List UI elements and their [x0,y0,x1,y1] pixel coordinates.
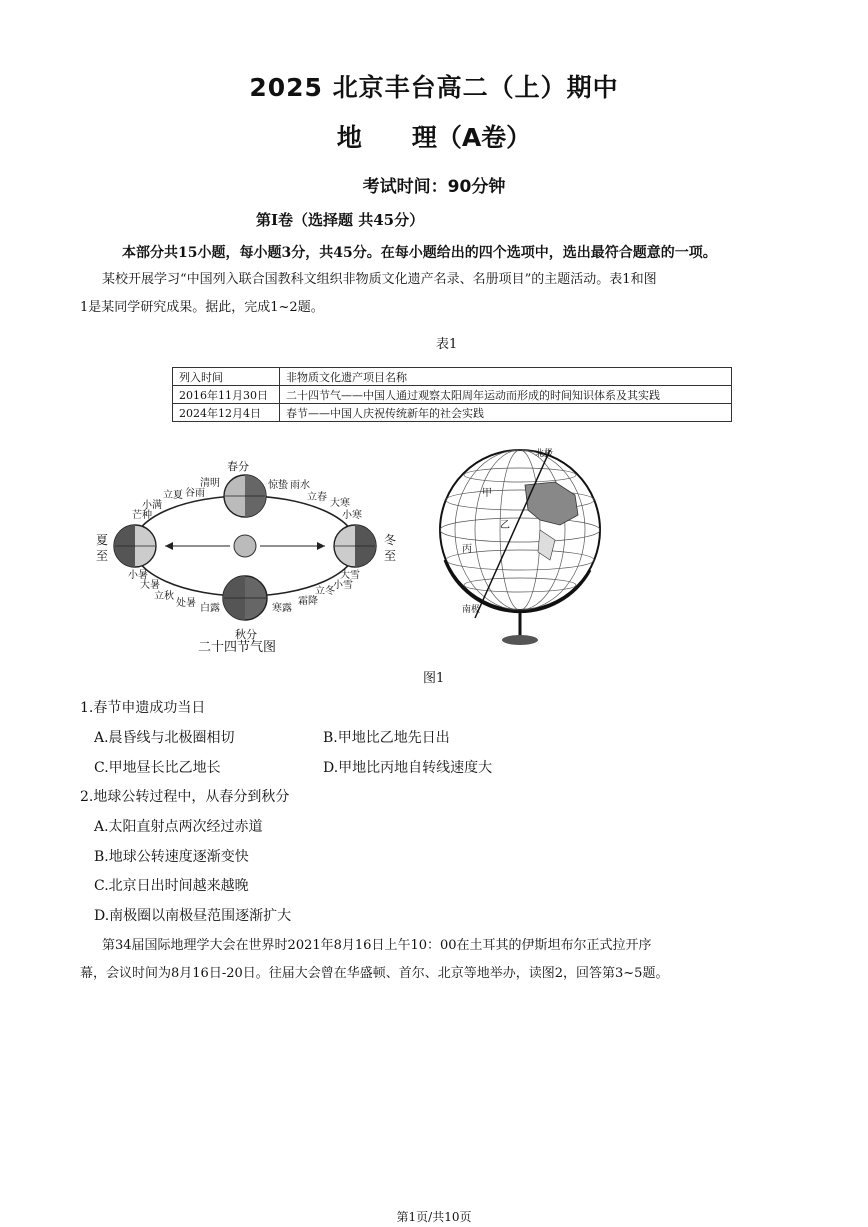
intro-line: 1是某同学研究成果。据此，完成1~2题。 [80,300,324,315]
term-label: 春分 [227,460,249,473]
term-label: 大寒 [330,498,350,509]
figure-caption: 图1 [423,671,445,686]
question-stem: 2.地球公转过程中，从春分到秋分 [80,789,290,805]
globe-figure [430,440,610,655]
term-label: 小寒 [342,510,362,521]
term-label: 霜降 [298,596,318,607]
table-cell: 春节——中国人庆祝传统新年的社会实践 [280,404,732,422]
table-row [173,404,732,422]
term-label: 大暑 [140,580,160,591]
table-cell: 2016年11月30日 [173,386,280,404]
term-label: 谷雨 [185,488,205,499]
option-d[interactable]: D.甲地比丙地自转线速度大 [323,760,493,776]
globe-label: 北极 [535,449,554,459]
term-label: 大雪 [340,570,360,581]
intro-paragraph-1 [80,266,792,322]
solar-terms-diagram [90,448,420,660]
term-label: 至 [96,549,109,563]
term-label: 夏 [96,533,109,547]
sun-icon [234,535,256,557]
term-label: 清明 [200,478,220,489]
globe-label: 丙 [462,544,472,555]
table-cell: 2024年12月4日 [173,404,280,422]
term-label: 惊蛰 [268,480,288,491]
option-c[interactable]: C.北京日出时间越来越晚 [94,878,249,894]
term-label: 立冬 [315,586,335,597]
page-number: 第1页/共10页 [396,1210,472,1224]
intro-line: 第34届国际地理学大会在世界时2021年8月16日上午10：00在土耳其的伊斯坦布尔正式拉开序 [102,938,652,953]
globe-stand [502,635,538,645]
term-label: 小暑 [128,570,148,581]
globe-label: 乙 [500,520,510,531]
section-instruction: 本部分共15小题，每小题3分，共45分。在每小题给出的四个选项中，选出最符合题意的一项。 [122,245,717,261]
globe-label: 南极 [462,605,481,615]
term-label: 立春 [307,492,327,503]
term-label: 冬 [384,533,397,547]
globe-label: 甲 [482,488,492,499]
subject-rest: 理（A卷） [411,123,532,152]
term-label: 至 [384,549,397,563]
table-row [173,386,732,404]
option-b[interactable]: B.甲地比乙地先日出 [323,730,450,746]
term-label: 处暑 [176,598,196,609]
option-c[interactable]: C.甲地昼长比乙地长 [94,760,221,776]
intro-line: 某校开展学习“中国列入联合国教科文组织非物质文化遗产名录、名册项目”的主题活动。表1和图 [102,272,657,287]
intro-line: 幕，会议时间为8月16日-20日。往届大会曾在华盛顿、首尔、北京等地举办，读图2，回答第3~5题。 [80,966,669,981]
term-label: 立夏 [163,490,183,501]
exam-time: 考试时间：90分钟 [362,177,506,197]
question-stem: 1.春节申遗成功当日 [80,700,206,716]
table-caption: 表1 [436,337,458,352]
term-label: 白露 [200,603,220,614]
subject-char-1: 地 [336,123,362,152]
option-b[interactable]: B.地球公转速度逐渐变快 [94,849,249,865]
earth-chunfen [224,475,266,517]
term-label: 雨水 [290,480,310,491]
option-d[interactable]: D.南极圈以南极昼范围逐渐扩大 [94,908,292,924]
table-header-row [173,368,732,386]
term-label: 秋分 [235,628,257,641]
term-label: 立秋 [154,591,174,602]
term-label: 小满 [142,500,162,511]
term-label: 小雪 [333,580,353,591]
table-1 [172,367,732,422]
table-header-cell: 列入时间 [173,368,280,386]
earth-dongzhi [334,525,376,567]
option-a[interactable]: A.太阳直射点两次经过赤道 [94,819,263,835]
globe-outline [440,450,600,610]
term-label: 寒露 [272,603,292,614]
page-title: 2025 北京丰台高二（上）期中 [249,73,619,102]
earth-qiufen [223,576,267,620]
table-cell: 二十四节气——中国人通过观察太阳周年运动而形成的时间知识体系及其实践 [280,386,732,404]
earth-xiazhi [114,525,156,567]
diagram-title: 二十四节气图 [198,640,277,655]
term-label: 芒种 [132,510,152,521]
table-header-cell: 非物质文化遗产项目名称 [280,368,732,386]
subject-title [0,118,868,154]
intro-paragraph-2 [80,932,792,988]
section-title: 第Ⅰ卷（选择题 共45分） [256,211,425,229]
option-a[interactable]: A.晨昏线与北极圈相切 [94,730,235,746]
